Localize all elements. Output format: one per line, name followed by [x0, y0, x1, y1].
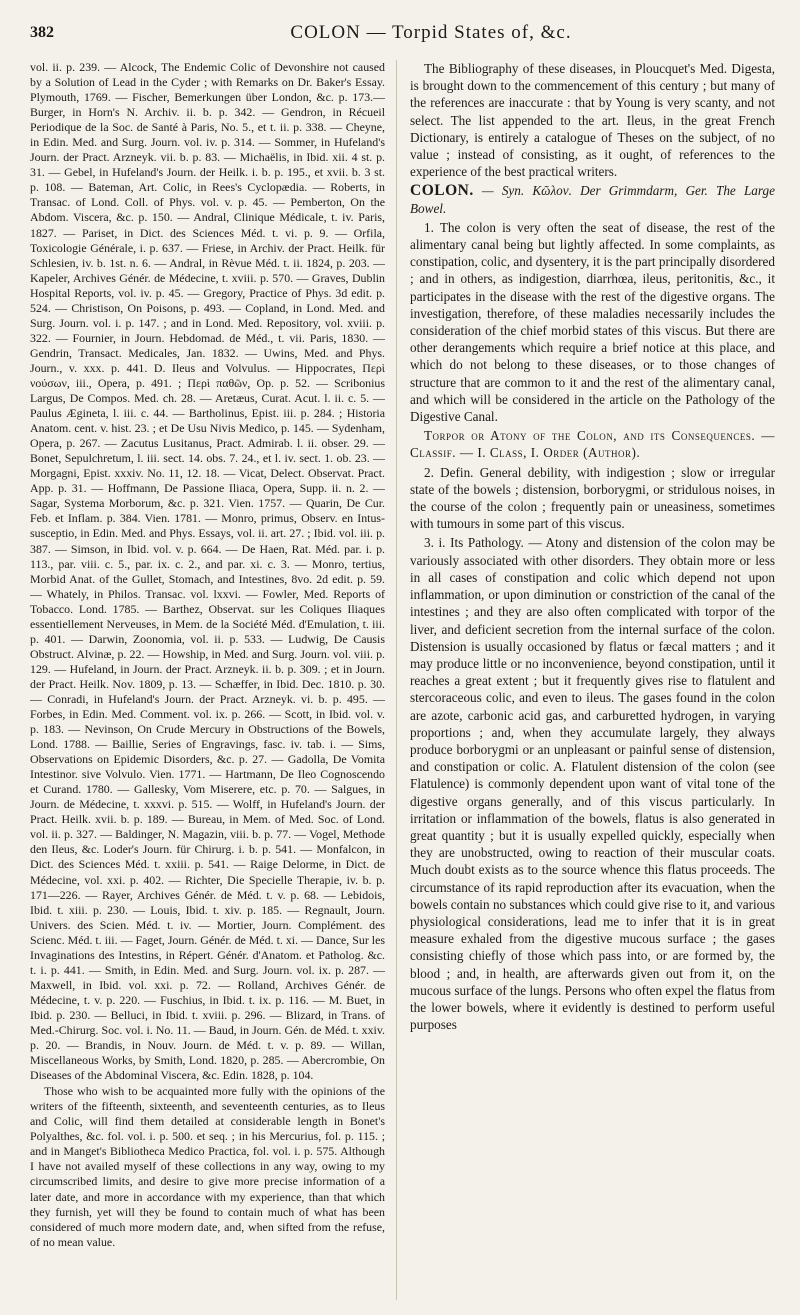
article-headword: COLON.: [410, 182, 474, 200]
right-column: [410, 60, 775, 1300]
left-column: [30, 60, 385, 1300]
page-number: 382: [30, 24, 54, 41]
article-synonyms: — Syn. Κῶλον. Der Grimmdarm, Ger. The Large Bowel.: [410, 183, 775, 216]
paragraph-1: 1. The colon is very often the seat of disease, the rest of the alimentary canal being but lightly affected. In some complaints, as constipation, colic, and dysentery, it is the part principally disordered ; and in others, as indigestion, diarrhœa, ileus, peritonitis, &c., it participates in the disease with the rest of the digestive organs. The investigation, therefore, of these maladies necessarily includes the consideration of the chief morbid states of this viscus. But there are other derangements which require a brief notice at this place, and which do not belong to these diseases, or to those changes of structure that are common to it and the rest of the alimentary canal, and which will be considered in the article on the Pathology of the Digestive Canal.: [410, 219, 775, 425]
page-header: [30, 22, 772, 48]
paragraph-3-pathology: 3. i. Its Pathology. — Atony and distension of the colon may be variously associated with other disorders. They obtain more or less in all cases of constipation and colic which depend not upon inflammation, or upon diminution or constriction of the canal of the intestines ; and they are also often complicated with torpor of the liver, and deficient secretion from the internal surface of the colon. Distension is usually occasioned by flatus or fæcal matters ; and it may produce little or no inconvenience, beyond constipation, until it reaches a great extent ; but it frequently gives rise to flatulent and stercoraceous colic, and even to ileus. The gases found in the colon are azote, carbonic acid gas, and carburetted hydrogen, in varying proportions ; and, when they accumulate largely, they always produce borborygmi or an unpleasant or painful sense of distension, and constipation or colic. A. Flatulent distension of the colon (see Flatulence) is commonly dependent upon want of vital tone of the digestive organs generally, and of this viscus particularly. In irritation or inflammation of the bowels, flatus is also generated in great quantity ; but it is usually expelled quickly, especially when they are unobstructed, owing to reaction of their muscular coats. Much doubt exists as to the source whence this flatus proceeds. The circumstance of its rapid reproduction after its evacuation, when the bowels contain no substances which could give rise to it, and various physiological considerations, lead me to infer that it is in great measure exhaled from the digestive mucous surface ; the gases consisting chiefly of those which pass into, or are formed by, the blood ; and, in health, are afterwards given out from it, on the mucous surface of the lungs. Persons who often expel the flatus from the lower bowels, where it evidently is destined to perform useful purposes: [410, 535, 775, 1033]
section-heading-text: Torpor or Atony of the Colon, and its Consequences. — Classif. — I. Class, I. Order (Author).: [410, 428, 775, 461]
paragraph-2-definition: 2. Defin. General debility, with indigestion ; slow or irregular state of the bowels ; distension, borborygmi, or stridulous noises, in the course of the colon ; frequently pain or uneasiness, sometimes with tumours in some part of this viscus.: [410, 464, 775, 532]
closing-paragraph: Those who wish to be acquainted more fully with the opinions of the writers of the fifteenth, sixteenth, and seventeenth centuries, as to Ileus and Colic, will find them detailed at considerable length in Bonet's Polyalthes, &c. fol. vol. i. p. 500. et seq. ; in his Mercurius, fol. p. 115. ; and in Manget's Bibliotheca Medico Practica, fol. vol. i. p. 575. Although I have not availed myself of these collections in any way, owing to my circumscribed limits, and desire to give more precise information of a later date, and more in accordance with my experience, than that which they furnish, yet will they be found to contain much of what has been considered of much more modern date, and, when sifted from the refuse, of no mean value.: [30, 1084, 385, 1249]
bibliography-references: vol. ii. p. 239. — Alcock, The Endemic Colic of Devonshire not caused by a Solution of Lead in the Cyder ; with Remarks on Dr. Baker's Essay. Plymouth, 1769. — Fischer, Bemerkungen über London, &c. p. 173.— Burger, in Horn's N. Archiv. ii. b. p. 342. — Gendron, in Récueil Periodique de la Soc. de Santé à Paris, No. 5., et t. ii. p. 338. — Cheyne, in Edin. Med. and Surg. Journ. vol. iv. p. 314. — Sommer, in Hufeland's Journ. der Pract. Arzneyk. vii. b. p. 83. — Michaëlis, in Ibid. xii. 4 st. p. 31. — Gebel, in Hufeland's Journ. der Heilk. i. b. p. 195., et xvii. b. 3 st. p. 108. — Bateman, Art. Colic, in Rees's Cyclopædia. — Roberts, in Transac. of Lond. Coll. of Phys. vol. v. p. 45. — Pemberton, On the Abdom. Viscera, &c. p. 150. — Andral, Clinique Médicale, t. iv. Paris, 1827. — Pariset, in Dict. des Sciences Méd. t. vi. p. 9. — Orfila, Toxicologie Générale, i. p. 637. — Friese, in Archiv. der Pract. Heilk. für Schlesien, iv. b. 1st. n. 6. — Andral, in Rèvue Méd. t. ii. 1824, p. 203. — Kapeler, Archives Génér. de Médecine, t. xviii. p. 570. — Graves, Dublin Hospital Reports, vol. iv. p. 45. — Gregory, Practice of Phys. 3d edit. p. 524. — Christison, On Poisons, p. 493. — Copland, in Lond. Med. and Surg. Journ. vol. i. p. 147. ; and in Lond. Med. Repository, vol. xviii. p. 322. — Fournier, in Journ. Hebdomad. de Méd., t. vii. Paris, 1830. — Gendrin, Transact. Medicales, Jan. 1832. — Uwins, Med. and Phys. Journ., v. xxx. p. 441. D. Ileus and Volvulus. — Hippocrates, Περὶ νούσων, iii., Opera, p. 491. ; Περὶ παθῶν, Op. p. 52. — Scribonius Largus, De Compos. Med. ch. 28. — Aretæus, Curat. Acut. l. ii. c. 5. — Paulus Ægineta, l. iii. c. 44. — Bartholinus, Epist. iii. p. 284. ; Historia Anatom. cent. v. hist. 23. ; et De Usu Nivis Medico, p. 145. — Sydenham, Opera, p. 267. — Zacutus Lusitanus, Pract. Admirab. l. ii. obser. 29. — Bonet, Sepulchretum, l. iii. sect. 14. obs. 7. 24., et l. iv. sect. 1. ob. 23. — Morgagni, Epist. xxxiv. No. 11, 12. 18. — Vicat, Delect. Observat. Pract. App. p. 31. — Hoffmann, De Passione Iliaca, Opera, Supp. ii. n. 2. — Sagar, Systema Morborum, &c. p. 321. Vien. 1757. — Quarin, De Cur. Feb. et Inflam. p. 384. Vien. 1781. — Monro, primus, Observ. en Intus-susceptio, in Edin. Med. and Phys. Essays, vol. ii. art. 27. ; Ibid. vol. iii. p. 387. — Simson, in Ibid. vol. v. p. 664. — De Haen, Rat. Méd. par. i. p. 113., par. viii. c. 5., par. ix. c. 2., and par. xi. c. 3. — Monro, tertius, Morbid Anat. of the Gullet, Stomach, and Intestines, 8vo. 2d edit. p. 59. — Whately, in Philos. Transac. vol. lxxvi. — Fowler, Med. Reports of Tobacco. Lond. 1785. — Barthez, Observat. sur les Coliques Iliaques essentiellement Nerveuses, in Mem. de la Société Méd. d'Emulation, t. iii. p. 401. — Darwin, Zoonomia, vol. ii. p. 533. — Ludwig, De Causis Obstruct. Alvinæ, p. 22. — Howship, in Med. and Surg. Journ. vol. viii. p. 129. — Hufeland, in Journ. der Pract. Arzneyk. ii. b. p. 309. ; et in Journ. der Pract. Heilk. Nov. 1809, p. 13. — Schæffer, in Ibid. Dec. 1810. p. 30. — Conradi, in Hufeland's Journ. der Pract. Arzneyk. vi. b. p. 495. — Forbes, in Edin. Med. Comment. vol. ix. p. 266. — Scott, in Ibid. vol. v. p. 183. — Nevinson, On Crude Mercury in Obstructions of the Bowels, Lond. 1788. — Baillie, Series of Engravings, fasc. iv. tab. i. — Sims, Observations on Epidemic Disorders, &c. p. 27. — Gadolla, De Vomita Intestinor. sive Volvulo. Vien. 1771. — Hartmann, De Ileo Cognoscendo et Curand. 1780. — Gallesky, Vom Miserere, etc. p. 70. — Salgues, in Journ. de Médecine, t. xxxvi. p. 515. — Wolff, in Hufeland's Journ. der Pract. Heilk. xvii. b. p. 189. — Bureau, in Mem. of Med. Soc. of Lond. vol. ii. p. 327. — Baldinger, N. Magazin, viii. b. p. 77. — Vogel, Methode den Ileus, &c. Loder's Journ. für Chirurg. i. b. p. 541. — Monfalcon, in Dict. des Sciences Méd. t. xxiii. p. 541. — Raige Delorme, in Dict. de Médecine, vol. xxi. p. 402. — Richter, Die Specielle Therapie, iv. b. p. 171—226. — Rayer, Archives Génér. de Méd. t. v. p. 68. — Lebidois, Ibid. t. xiii. p. 230. — Louis, Ibid. t. xiv. p. 185. — Regnault, Journ. Univers. des Scien. Méd. t. iv. — Mortier, Journ. Complément. des Scienc. Méd. t. iii. — Faget, Journ. Génér. de Méd. t. xi. — Dance, Sur les Invaginations des Intestins, in Répert. Génér. d'Anatom. et Patholog. &c. t. i. p. 441. — Smith, in Edin. Med. and Surg. Journ. vol. ix. p. 287. — Maxwell, in Ibid. vol. xxi. p. 72. — Rolland, Archives Génér. de Médecine, t. v. p. 220. — Fuschius, in Ibid. t. ix. p. 116. — M. Buet, in Ibid. p. 230. — Belluci, in Ibid. t. xviii. p. 296. — Blizard, in Trans. of Med.-Chirurg. Soc. vol. i. No. 11. — Baud, in Journ. Gén. de Méd. t. xxiv. p. 20. — Brandis, in Nouv. Journ. de Méd. t. v. p. 89. — Willan, Miscellaneous Works, by Smith, Lond. 1820, p. 285. — Abercrombie, On Diseases of the Abdominal Viscera, &c. Edin. 1828, p. 104.: [30, 60, 385, 1083]
bibliography-note: The Bibliography of these diseases, in Ploucquet's Med. Digesta, is brought down to the commencement of this century ; but many of the references are inaccurate : that by Young is very scanty, and not select. The list appended to the art. Ileus, in the great French Dictionary, is entirely a catalogue of Theses on the subject, of no value ; instead of consisting, as it ought, of references to the experience of the best practical writers.: [410, 61, 775, 180]
article-title: [410, 182, 775, 216]
column-divider: [396, 60, 397, 1300]
section-heading-torpor: [410, 427, 775, 461]
running-head: COLON — Torpid States of, &c.: [290, 22, 572, 43]
